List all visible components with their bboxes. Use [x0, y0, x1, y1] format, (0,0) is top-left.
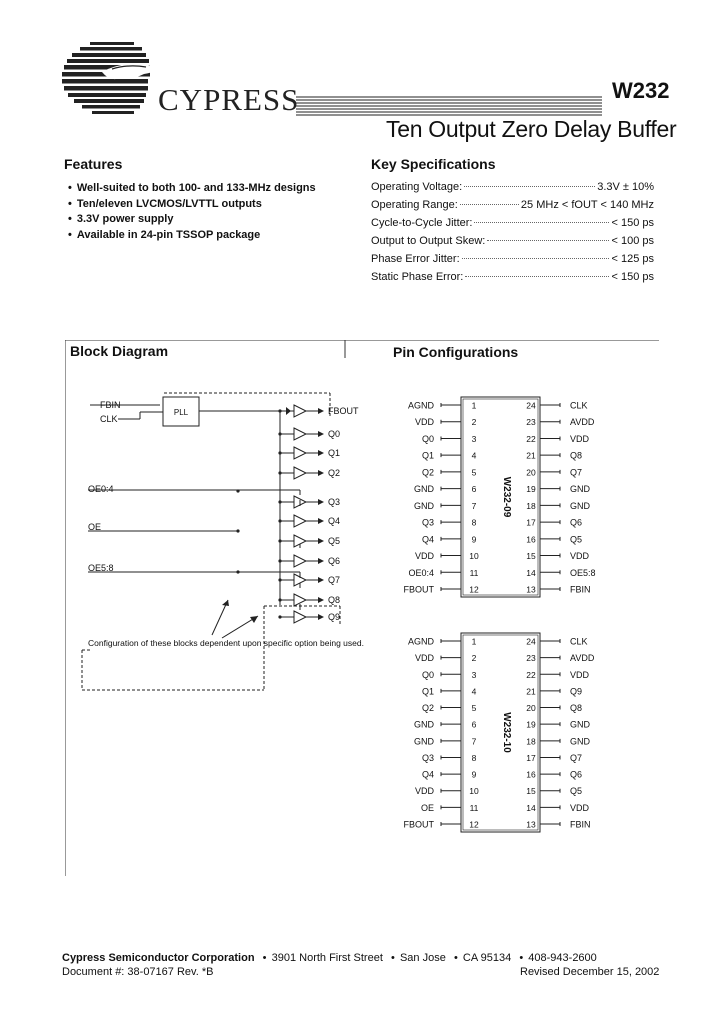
arrow-head — [318, 597, 324, 603]
pin-number: 21 — [526, 450, 536, 461]
pin-number: 14 — [526, 802, 536, 813]
output-buffer — [294, 555, 306, 567]
arrow-head — [318, 577, 324, 583]
pin-label-right: Q7 — [570, 467, 583, 478]
pin-number: 6 — [471, 484, 477, 495]
arrow-head — [318, 538, 324, 544]
output-label-q9: Q9 — [328, 612, 341, 622]
configuration-note: Configuration of these blocks dependent upon specific option being used. — [88, 638, 364, 648]
arrow-head — [318, 558, 324, 564]
pin-number: 7 — [471, 736, 477, 747]
spec-value: 3.3V ± 10% — [597, 181, 654, 193]
output-buffer — [294, 611, 306, 623]
pin-label-right: Q5 — [570, 786, 583, 797]
footer-company: Cypress Semiconductor Corporation — [62, 952, 255, 964]
pin-label-right: AVDD — [570, 653, 595, 664]
pin-number: 15 — [526, 786, 536, 797]
pin-number: 23 — [526, 417, 536, 428]
arrow-head — [250, 616, 258, 623]
feature-item: • 3.3V power supply — [68, 212, 316, 228]
features-heading: Features — [64, 156, 123, 172]
feature-item: • Well-suited to both 100- and 133-MHz designs — [68, 181, 316, 197]
pin-number: 16 — [526, 534, 536, 545]
pin-label-left: Q0 — [421, 433, 434, 444]
pin-label-left: AGND — [407, 400, 434, 411]
pin-label-left: GND — [414, 500, 434, 511]
pin-number: 24 — [526, 636, 536, 647]
pin-label-left: VDD — [414, 653, 434, 664]
pin-number: 1 — [471, 636, 477, 647]
pin-number: 13 — [526, 584, 536, 595]
pin-label-right: FBIN — [570, 819, 591, 830]
pin-label-right: GND — [570, 736, 590, 747]
pin-label-left: FBOUT — [403, 584, 434, 595]
pin-number: 9 — [471, 769, 477, 780]
pin-number: 18 — [526, 500, 536, 511]
footer-street: 3901 North First Street — [271, 952, 383, 964]
pin-label-left: GND — [414, 719, 434, 730]
pin-number: 23 — [526, 653, 536, 664]
pin-number: 8 — [471, 517, 477, 528]
junction-dot — [278, 432, 281, 435]
pin-label-right: VDD — [570, 433, 590, 444]
output-buffer — [294, 447, 306, 459]
pin-label-left: Q3 — [421, 517, 434, 528]
footer-phone: 408-943-2600 — [528, 952, 597, 964]
arrow-head — [318, 518, 324, 524]
spec-label: Static Phase Error: — [371, 271, 464, 283]
pin-number: 1 — [471, 400, 477, 411]
arrow-head — [318, 499, 324, 505]
spec-label: Operating Voltage: — [371, 181, 463, 193]
output-buffer — [294, 428, 306, 440]
pin-label-right: FBIN — [570, 584, 591, 595]
junction-dot — [278, 539, 281, 542]
pin-number: 11 — [469, 802, 479, 813]
input-label-oe04: OE0:4 — [88, 484, 114, 494]
pin-number: 3 — [471, 669, 477, 680]
feature-item: • Available in 24-pin TSSOP package — [68, 228, 316, 244]
key-specs-heading: Key Specifications — [371, 156, 496, 172]
pin-label-left: Q1 — [421, 450, 434, 461]
pin-number: 2 — [471, 653, 477, 664]
pin-label-left: Q1 — [421, 686, 434, 697]
pin-label-right: Q8 — [570, 703, 583, 714]
input-label-clk: CLK — [100, 414, 118, 424]
output-label-q8: Q8 — [328, 595, 341, 605]
pin-number: 15 — [526, 551, 536, 562]
pin-number: 10 — [469, 786, 479, 797]
pin-number: 3 — [471, 433, 477, 444]
junction-dot — [236, 489, 239, 492]
pin-label-right: Q9 — [570, 686, 583, 697]
pin-number: 24 — [526, 400, 536, 411]
footer-address: Cypress Semiconductor Corporation • 3901 North First Street • San Jose • CA 95134 • 408-943-2600 — [62, 952, 597, 964]
arrow-head — [318, 408, 324, 414]
pin-number: 13 — [526, 819, 536, 830]
pin-label-right: Q6 — [570, 517, 583, 528]
pin-number: 5 — [471, 703, 477, 714]
output-label-q1: Q1 — [328, 448, 341, 458]
pin-label-right: Q7 — [570, 752, 583, 763]
output-label-q4: Q4 — [328, 516, 341, 526]
pin-number: 12 — [469, 819, 479, 830]
output-buffer — [294, 515, 306, 527]
input-label-oe58: OE5:8 — [88, 563, 114, 573]
pin-number: 5 — [471, 467, 477, 478]
pin-number: 17 — [526, 517, 536, 528]
pin-label-left: VDD — [414, 786, 434, 797]
arrow-head — [318, 431, 324, 437]
pin-number: 19 — [526, 719, 536, 730]
pin-label-right: GND — [570, 484, 590, 495]
pin-label-right: Q6 — [570, 769, 583, 780]
arrow-head — [222, 600, 229, 606]
output-label-fbout: FBOUT — [328, 406, 359, 416]
arrow-head — [318, 614, 324, 620]
pin-label-left: Q3 — [421, 752, 434, 763]
output-label-q7: Q7 — [328, 575, 341, 585]
company-wordmark: CYPRESS — [158, 82, 300, 117]
pin-number: 20 — [526, 703, 536, 714]
pin-number: 7 — [471, 500, 477, 511]
pin-number: 21 — [526, 686, 536, 697]
pin-label-left: OE0:4 — [408, 567, 434, 578]
pin-label-right: Q5 — [570, 534, 583, 545]
pin-label-left: VDD — [414, 417, 434, 428]
pin-number: 22 — [526, 433, 536, 444]
spec-value: < 150 ps — [611, 217, 654, 229]
pin-label-left: Q0 — [421, 669, 434, 680]
junction-dot — [236, 529, 239, 532]
output-buffer — [294, 467, 306, 479]
pin-label-left: Q2 — [421, 467, 434, 478]
pin-label-right: OE5:8 — [570, 567, 596, 578]
pin-number: 19 — [526, 484, 536, 495]
pin-number: 11 — [469, 567, 479, 578]
junction-dot — [278, 559, 281, 562]
pin-number: 18 — [526, 736, 536, 747]
junction-dot — [278, 451, 281, 454]
feature-item: • Ten/eleven LVCMOS/LVTTL outputs — [68, 197, 316, 213]
spec-label: Operating Range: — [371, 199, 458, 211]
pin-label-left: OE — [420, 802, 434, 813]
footer-city: San Jose — [399, 952, 446, 964]
pin-number: 22 — [526, 669, 536, 680]
pin-label-right: VDD — [570, 669, 590, 680]
output-label-q3: Q3 — [328, 497, 341, 507]
output-label-q0: Q0 — [328, 429, 341, 439]
junction-dot — [278, 598, 281, 601]
pin-number: 17 — [526, 752, 536, 763]
pin-number: 4 — [471, 686, 477, 697]
pin-number: 10 — [469, 551, 479, 562]
pin-label-left: Q2 — [421, 703, 434, 714]
pin-label-left: VDD — [414, 551, 434, 562]
junction-dot — [278, 471, 281, 474]
pin-number: 16 — [526, 769, 536, 780]
pin-number: 20 — [526, 467, 536, 478]
footer-revised-date: Revised December 15, 2002 — [520, 966, 660, 978]
pin-label-left: AGND — [407, 636, 434, 647]
input-label-fbin: FBIN — [100, 400, 121, 410]
junction-dot — [278, 500, 281, 503]
output-label-q2: Q2 — [328, 468, 341, 478]
pin-label-right: VDD — [570, 802, 590, 813]
pin-label-right: CLK — [570, 400, 588, 411]
document-subtitle: Ten Output Zero Delay Buffer — [386, 116, 677, 142]
pin-number: 2 — [471, 417, 477, 428]
arrow-head — [318, 450, 324, 456]
spec-value: < 100 ps — [611, 235, 654, 247]
pin-label-right: CLK — [570, 636, 588, 647]
pin-label-left: Q4 — [421, 769, 434, 780]
pin-config-title: Pin Configurations — [393, 344, 519, 360]
pin-label-right: VDD — [570, 551, 590, 562]
pin-number: 4 — [471, 450, 477, 461]
block-diagram-title: Block Diagram — [70, 343, 169, 359]
pin-label-left: FBOUT — [403, 819, 434, 830]
pin-number: 14 — [526, 567, 536, 578]
pin-number: 12 — [469, 584, 479, 595]
pin-label-right: Q8 — [570, 450, 583, 461]
pin-number: 9 — [471, 534, 477, 545]
part-number: W232 — [612, 78, 670, 103]
package-name: W232-09 — [501, 476, 512, 518]
junction-dot — [278, 519, 281, 522]
junction-dot — [236, 570, 239, 573]
pin-label-left: GND — [414, 484, 434, 495]
pin-label-left: GND — [414, 736, 434, 747]
spec-value: < 125 ps — [611, 253, 654, 265]
spec-value: < 150 ps — [611, 271, 654, 283]
pin-number: 6 — [471, 719, 477, 730]
junction-dot — [278, 409, 281, 412]
pin-label-right: AVDD — [570, 417, 595, 428]
spec-label: Cycle-to-Cycle Jitter: — [371, 217, 473, 229]
arrow-head — [318, 470, 324, 476]
junction-dot — [278, 615, 281, 618]
footer-state: CA 95134 — [462, 952, 512, 964]
input-label-oe: OE — [88, 522, 102, 532]
spec-value: 25 MHz < fOUT < 140 MHz — [520, 199, 654, 211]
output-label-q6: Q6 — [328, 556, 341, 566]
pin-label-right: GND — [570, 500, 590, 511]
spec-label: Output to Output Skew: — [371, 235, 486, 247]
pin-label-left: Q4 — [421, 534, 434, 545]
pin-number: 8 — [471, 752, 477, 763]
output-buffer — [294, 405, 306, 417]
pll-label: PLL — [173, 408, 189, 417]
package-name: W232-10 — [501, 712, 512, 753]
output-label-q5: Q5 — [328, 536, 341, 546]
spec-label: Phase Error Jitter: — [371, 253, 460, 265]
pin-label-right: GND — [570, 719, 590, 730]
junction-dot — [278, 578, 281, 581]
footer-document-number: Document #: 38-07167 Rev. *B — [62, 966, 214, 978]
